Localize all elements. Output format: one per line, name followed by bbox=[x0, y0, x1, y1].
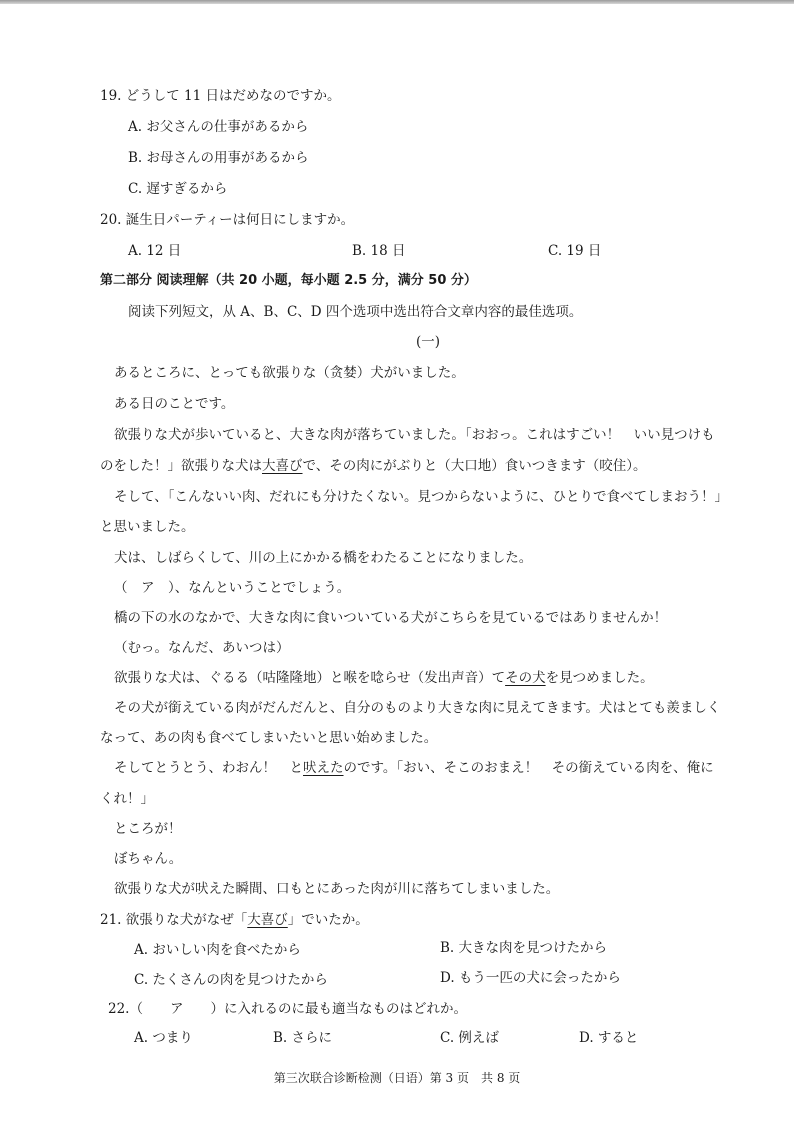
underlined-oyorokobi: 大喜び bbox=[262, 458, 303, 474]
passage-line: あるところに、とっても欲張りな（贪婪）犬がいました。 bbox=[114, 365, 465, 381]
q21-option-b[interactable]: B. 大きな肉を見つけたから bbox=[440, 940, 608, 956]
passage-line: と思いました。 bbox=[100, 519, 195, 535]
passage-line: そしてとうとう、わおん！ と吠えたのです。「おい、そこのおまえ！ その銜えている肉を、俺に bbox=[114, 760, 714, 776]
passage-line: ところが！ bbox=[114, 821, 182, 837]
passage-line: そして、「こんないい肉、だれにも分けたくない。見つからないように、ひとりで食べてしまおう！」 bbox=[114, 489, 728, 505]
q22-option-a[interactable]: A. つまり bbox=[134, 1030, 193, 1046]
page-footer: 第三次联合诊断检测（日语）第 3 页 共 8 页 bbox=[273, 1071, 521, 1085]
q22-option-b[interactable]: B. さらに bbox=[273, 1030, 333, 1046]
passage-line: 犬は、しばらくして、川の上にかかる橋をわたることになりました。 bbox=[114, 550, 533, 566]
part2-heading: 第二部分 阅读理解（共 20 小题，每小题 2.5 分，满分 50 分） bbox=[100, 273, 477, 288]
passage-line: 橋の下の水のなかで、大きな肉に食いついている犬がこちらを見ているではありませんか！ bbox=[114, 610, 668, 626]
q20-option-a[interactable]: A. 12 日 bbox=[128, 243, 182, 259]
q19-option-b[interactable]: B. お母さんの用事があるから bbox=[128, 150, 309, 166]
passage-line: 欲張りな犬が吠えた瞬間、口もとにあった肉が川に落ちてしまいました。 bbox=[114, 881, 560, 897]
q21-option-c[interactable]: C. たくさんの肉を見つけたから bbox=[134, 972, 328, 988]
passage-line: ぼちゃん。 bbox=[114, 851, 183, 867]
question-22: 22.（ ア ）に入れるのに最も適当なものはどれか。 bbox=[108, 1001, 467, 1017]
passage-line: 欲張りな犬が歩いていると、大きな肉が落ちていました。「おおっ。これはすごい！ いい見つけも bbox=[114, 427, 715, 443]
question-21: 21. 欲張りな犬がなぜ「大喜び」でいたか。 bbox=[100, 912, 369, 928]
passage-line: その犬が銜えている肉がだんだんと、自分のものより大きな肉に見えてきます。犬はとても羨ましく bbox=[114, 700, 721, 716]
part2-instruction: 阅读下列短文，从 A、B、C、D 四个选项中选出符合文章内容的最佳选项。 bbox=[128, 304, 583, 320]
underlined-hoeta: 吠えた bbox=[303, 760, 344, 776]
passage-line: （むっ。なんだ、あいつは） bbox=[114, 640, 290, 656]
question-19: 19. どうして 11 日はだめなのですか。 bbox=[100, 88, 341, 104]
passage-line: ある日のことです。 bbox=[114, 396, 235, 412]
q19-option-a[interactable]: A. お父さんの仕事があるから bbox=[128, 119, 309, 135]
underlined-sono-inu: その犬 bbox=[505, 670, 546, 686]
question-20: 20. 誕生日パーティーは何日にしますか。 bbox=[100, 212, 355, 228]
passage-line: のをした！」欲張りな犬は大喜びで、その肉にがぶりと（大口地）食いつきます（咬住）。 bbox=[100, 458, 647, 474]
passage-line: 欲張りな犬は、ぐるる（咕隆隆地）と喉を唸らせ（发出声音）てその犬を見つめました。 bbox=[114, 670, 654, 686]
q21-option-d[interactable]: D. もう一匹の犬に会ったから bbox=[440, 970, 621, 986]
q21-option-a[interactable]: A. おいしい肉を食べたから bbox=[134, 942, 301, 958]
q20-option-b[interactable]: B. 18 日 bbox=[352, 243, 406, 259]
q19-option-c[interactable]: C. 遅すぎるから bbox=[128, 181, 228, 197]
q20-option-c[interactable]: C. 19 日 bbox=[548, 243, 602, 259]
passage-line: くれ！」 bbox=[100, 791, 154, 807]
passage-blank-a: （ ア ）、なんということでしょう。 bbox=[114, 580, 351, 596]
q22-option-c[interactable]: C. 例えば bbox=[440, 1030, 499, 1046]
passage-line: なって、あの肉も食べてしまいたいと思い始めました。 bbox=[100, 730, 438, 746]
q22-option-d[interactable]: D. すると bbox=[579, 1030, 639, 1046]
underlined-oyorokobi-ref: 大喜び bbox=[247, 912, 288, 928]
section-label: (一) bbox=[416, 334, 441, 350]
